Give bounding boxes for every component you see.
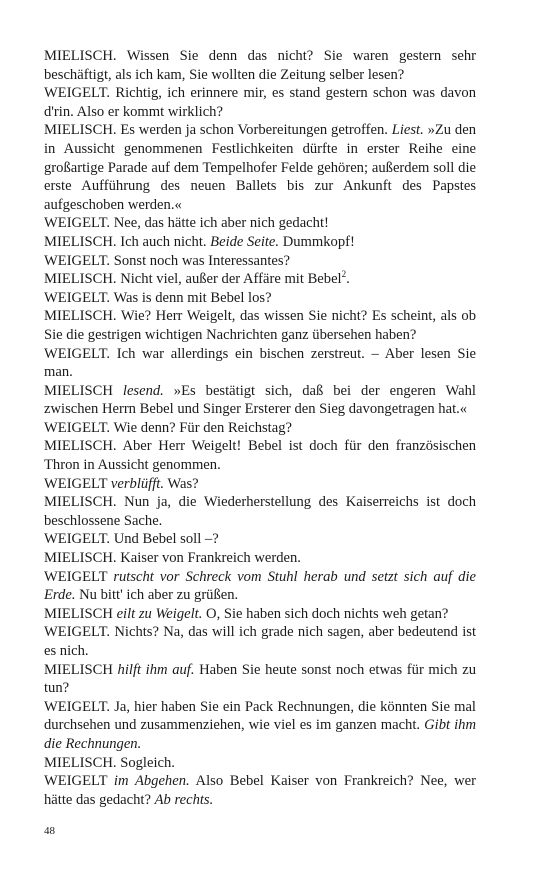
dialogue-paragraph [44, 698, 476, 754]
dialogue-text: MIELISCH [44, 661, 118, 678]
dialogue-text: MIELISCH. Es werden ja schon Vorbereitungen getroffen. [44, 122, 392, 139]
stage-direction: Liest. [391, 122, 424, 139]
dialogue-text: Haben Sie heute sonst noch etwas für mich zu tun? [44, 661, 477, 697]
dialogue-text: Also Bebel Kaiser von Frankreich? Nee, wer hätte das gedacht? [44, 773, 476, 808]
dialogue-paragraph [44, 754, 476, 773]
dialogue-text: WEIGELT [44, 475, 111, 492]
dialogue-text: MIELISCH. Aber Herr Weigelt! Bebel ist doch für den französischen Thron in Aussicht genommen. [44, 438, 476, 474]
dialogue-paragraph [44, 437, 476, 474]
stage-direction: hilft ihm auf. [117, 661, 195, 678]
dialogue-paragraph [44, 121, 476, 214]
dialogue-paragraph [44, 661, 476, 698]
dialogue-text: . [346, 271, 350, 288]
stage-direction: Ab rechts. [154, 791, 214, 808]
dialogue-paragraph [44, 772, 476, 809]
dialogue-text: WEIGELT. Und Bebel soll –? [44, 531, 219, 548]
dialogue-text: MIELISCH. Ich auch nicht. [44, 233, 211, 250]
footnote-marker: 2 [341, 269, 347, 280]
stage-direction: lesend. [122, 382, 164, 399]
dialogue-paragraph [44, 214, 476, 233]
dialogue-text: »Zu den in Aussicht genommenen Festlichkeiten dürfte in erster Reihe eine großartige Parade auf dem Tempelhofer Felde gehören; außerdem soll die erste Aufführung des neuen Ballets bis zur Ankunft des Papstes aufgeschoben werden.« [44, 122, 476, 213]
stage-direction: verblüfft. [110, 475, 164, 492]
dialogue-text: MIELISCH [44, 382, 123, 399]
stage-direction: Beide Seite. [210, 233, 280, 250]
dialogue-text: WEIGELT. Nee, das hätte ich aber nich gedacht! [44, 215, 329, 232]
dialogue-text: MIELISCH. Nun ja, die Wiederherstellung des Kaiserreichs ist doch beschlossene Sache. [44, 494, 476, 529]
page-number: 48 [44, 825, 55, 837]
play-text-block [44, 47, 476, 809]
dialogue-text: WEIGELT. Wie denn? Für den Reichstag? [44, 419, 292, 436]
dialogue-text: WEIGELT. Ich war allerdings ein bischen zerstreut. – Aber lesen Sie man. [44, 345, 476, 381]
dialogue-text: Was? [164, 475, 199, 492]
dialogue-paragraph [44, 289, 476, 308]
dialogue-text: MIELISCH [44, 605, 117, 622]
dialogue-paragraph [44, 493, 476, 530]
dialogue-paragraph [44, 233, 476, 252]
dialogue-text: »Es bestätigt sich, daß bei der engeren Wahl zwischen Herrn Bebel und Singer Ersterer den Sieg davongetragen hat.« [44, 382, 476, 418]
dialogue-text: WEIGELT. Was is denn mit Bebel los? [44, 289, 272, 306]
stage-direction: rutscht vor Schreck vom Stuhl herab und setzt sich auf die Erde. [44, 568, 476, 604]
dialogue-text: WEIGELT. Richtig, ich erinnere mir, es stand gestern schon was davon d'rin. Also er kommt wirklich? [44, 85, 476, 120]
dialogue-paragraph [44, 252, 476, 271]
dialogue-paragraph [44, 530, 476, 549]
dialogue-paragraph [44, 549, 476, 568]
dialogue-paragraph [44, 475, 476, 494]
dialogue-paragraph [44, 47, 476, 84]
dialogue-text: WEIGELT [44, 773, 114, 790]
dialogue-paragraph [44, 382, 476, 419]
dialogue-text: Nu bitt' ich aber zu grüßen. [75, 587, 239, 604]
dialogue-text: MIELISCH. Nicht viel, außer der Affäre mit Bebel [44, 271, 342, 288]
dialogue-text: MIELISCH. Sogleich. [44, 754, 175, 771]
dialogue-paragraph [44, 270, 476, 289]
stage-direction: eilt zu Weigelt. [116, 605, 203, 622]
dialogue-text: MIELISCH. Wie? Herr Weigelt, das wissen Sie nicht? Es scheint, als ob Sie die gestrigen wichtigen Nachrichten ganz übersehen haben? [44, 308, 476, 343]
dialogue-text: MIELISCH. Wissen Sie denn das nicht? Sie waren gestern sehr beschäftigt, als ich kam, Sie wollten die Zeitung selber lesen? [44, 48, 476, 83]
dialogue-text: WEIGELT. Ja, hier haben Sie ein Pack Rechnungen, die könnten Sie mal durchsehen und zusammenziehen, wie viel es im ganzen macht. [44, 698, 476, 734]
dialogue-paragraph [44, 345, 476, 382]
dialogue-paragraph [44, 307, 476, 344]
stage-direction: im Abgehen. [113, 773, 190, 790]
dialogue-paragraph [44, 623, 476, 660]
dialogue-text: MIELISCH. Kaiser von Frankreich werden. [44, 550, 301, 567]
dialogue-paragraph [44, 568, 476, 605]
dialogue-paragraph [44, 419, 476, 438]
dialogue-paragraph [44, 84, 476, 121]
dialogue-text: O, Sie haben sich doch nichts weh getan? [202, 605, 449, 622]
dialogue-text: WEIGELT [44, 568, 114, 585]
dialogue-paragraph [44, 605, 476, 624]
dialogue-text: Dummkopf! [279, 233, 355, 250]
stage-direction: Gibt ihm die Rechnungen. [44, 717, 476, 752]
dialogue-text: WEIGELT. Nichts? Na, das will ich grade nich sagen, aber bedeutend ist es nich. [44, 624, 476, 659]
dialogue-text: WEIGELT. Sonst noch was Interessantes? [44, 252, 291, 269]
